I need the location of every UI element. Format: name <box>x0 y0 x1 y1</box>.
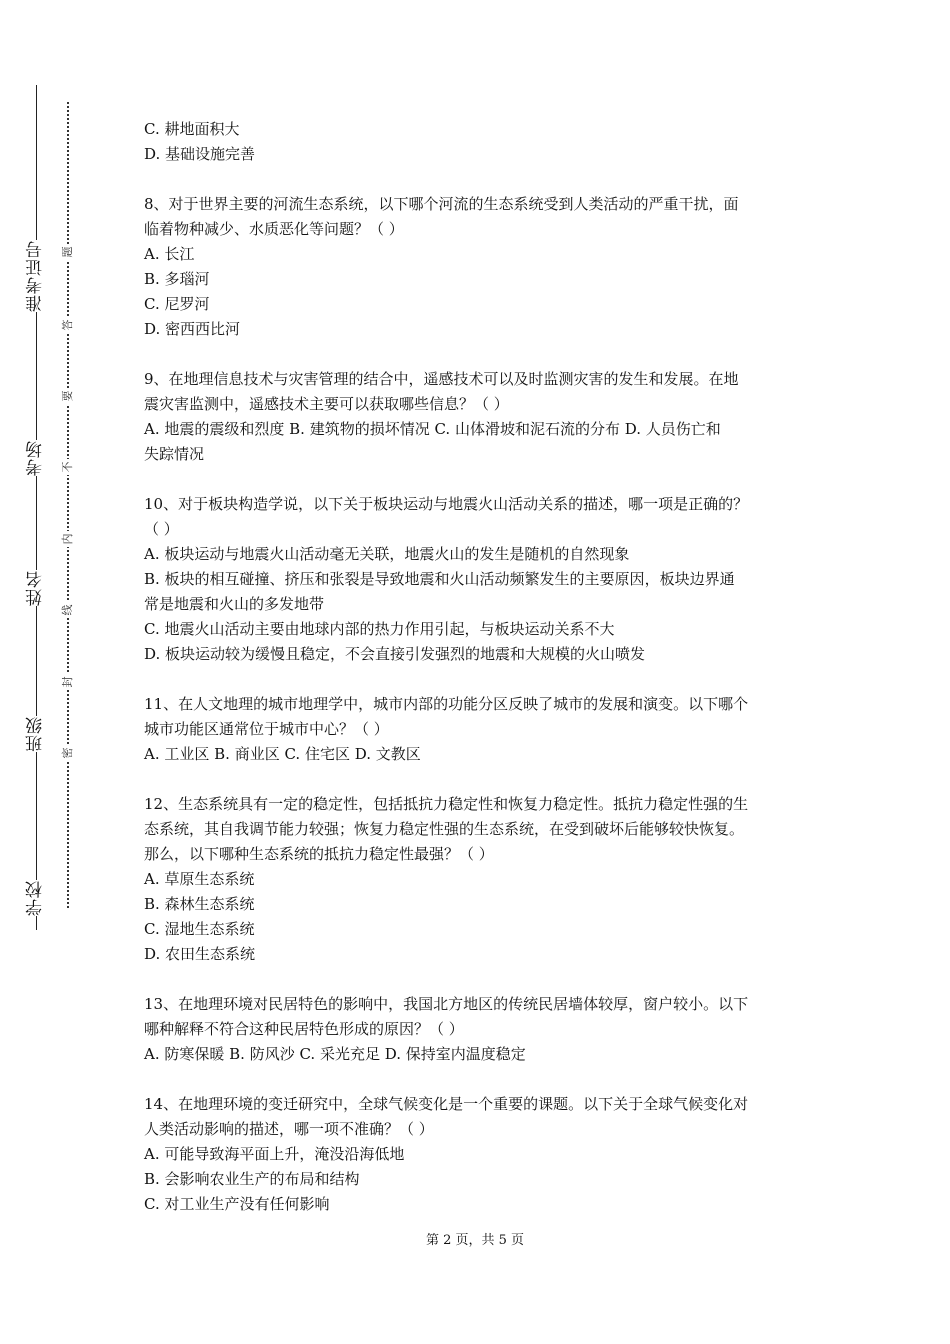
seal-char: 题 <box>61 244 75 260</box>
text-line: B. 板块的相互碰撞、挤压和张裂是导致地震和火山活动频繁发生的主要原因，板块边界通 <box>144 570 735 588</box>
text-line: A. 板块运动与地震火山活动毫无关联，地震火山的发生是随机的自然现象 <box>144 545 630 563</box>
text-line: 失踪情况 <box>144 445 205 463</box>
text-line: 11、在人文地理的城市地理学中，城市内部的功能分区反映了城市的发展和演变。以下哪个 <box>144 695 749 713</box>
text-line: B. 森林生态系统 <box>144 895 255 913</box>
text-line: D. 板块运动较为缓慢且稳定，不会直接引发强烈的地震和大规模的火山喷发 <box>144 645 646 663</box>
text-line: 哪种解释不符合这种民居特色形成的原因？（ ） <box>144 1020 464 1038</box>
school-label: 学校 <box>22 880 50 916</box>
class-label: 班级 <box>22 716 50 752</box>
text-line: 13、在地理环境对民居特色的影响中，我国北方地区的传统民居墙体较厚，窗户较小。以下 <box>144 995 749 1013</box>
spacer <box>144 167 814 192</box>
text-line: 人类活动影响的描述，哪一项不准确？（ ） <box>144 1120 434 1138</box>
seal-char: 线 <box>61 602 75 618</box>
text-line: 态系统，其自我调节能力较强；恢复力稳定性强的生态系统，在受到破坏后能够较快恢复。 <box>144 820 745 838</box>
spacer <box>144 467 814 492</box>
text-line: A. 工业区 B. 商业区 C. 住宅区 D. 文教区 <box>144 745 421 763</box>
text-line: 城市功能区通常位于城市中心？（ ） <box>144 720 389 738</box>
seal-char: 要 <box>61 388 75 404</box>
binding-margin <box>0 0 120 1344</box>
text-line: 14、在地理环境的变迁研究中，全球气候变化是一个重要的课题。以下关于全球气候变化对 <box>144 1095 749 1113</box>
spacer <box>144 342 814 367</box>
spacer <box>144 667 814 692</box>
seal-char: 密 <box>61 745 75 761</box>
spacer <box>144 767 814 792</box>
student-name-label: 姓名 <box>22 570 50 606</box>
binding-solid-line <box>36 85 37 930</box>
text-line: A. 防寒保暖 B. 防风沙 C. 采光充足 D. 保持室内温度稳定 <box>144 1045 526 1063</box>
seal-char: 答 <box>61 317 75 333</box>
text-line: A. 草原生态系统 <box>144 870 255 888</box>
text-line: 震灾害监测中，遥感技术主要可以获取哪些信息？（ ） <box>144 395 509 413</box>
text-line: 12、生态系统具有一定的稳定性，包括抵抗力稳定性和恢复力稳定性。抵抗力稳定性强的生 <box>144 795 749 813</box>
text-line: B. 多瑙河 <box>144 270 210 288</box>
page-footer: 第 2 页，共 5 页 <box>425 1233 525 1248</box>
text-line: D. 密西西比河 <box>144 320 241 338</box>
text-line: A. 长江 <box>144 245 195 263</box>
seal-char: 不 <box>61 459 75 475</box>
text-line: C. 尼罗河 <box>144 295 210 313</box>
text-line: 8、对于世界主要的河流生态系统，以下哪个河流的生态系统受到人类活动的严重干扰，面 <box>144 195 739 213</box>
question-content <box>144 117 814 1217</box>
text-line: 临着物种减少、水质恶化等问题？（ ） <box>144 220 404 238</box>
text-line: D. 农田生态系统 <box>144 945 256 963</box>
text-line: 10、对于板块构造学说，以下关于板块运动与地震火山活动关系的描述，哪一项是正确的？ <box>144 495 749 513</box>
text-line: （ ） <box>144 520 179 538</box>
text-line: A. 可能导致海平面上升，淹没沿海低地 <box>144 1145 405 1163</box>
spacer <box>144 1067 814 1092</box>
seal-char: 内 <box>61 531 75 547</box>
text-line: B. 会影响农业生产的布局和结构 <box>144 1170 360 1188</box>
spacer <box>144 967 814 992</box>
text-line: D. 基础设施完善 <box>144 145 256 163</box>
text-line: 那么，以下哪种生态系统的抵抗力稳定性最强？（ ） <box>144 845 494 863</box>
seal-dotted-line <box>67 102 69 908</box>
exam-number-label: 准考证号 <box>22 240 50 312</box>
text-line: 常是地震和火山的多发地带 <box>144 595 325 613</box>
text-line: C. 对工业生产没有任何影响 <box>144 1195 330 1213</box>
text-line: C. 湿地生态系统 <box>144 920 255 938</box>
text-line: 9、在地理信息技术与灾害管理的结合中，遥感技术可以及时监测灾害的发生和发展。在地 <box>144 370 739 388</box>
text-line: C. 地震火山活动主要由地球内部的热力作用引起，与板块运动关系不大 <box>144 620 615 638</box>
text-line: C. 耕地面积大 <box>144 120 240 138</box>
text-line: A. 地震的震级和烈度 B. 建筑物的损坏情况 C. 山体滑坡和泥石流的分布 D. 人员伤亡和 <box>144 420 721 438</box>
seal-char: 封 <box>61 674 75 690</box>
exam-room-label: 考场 <box>22 440 50 476</box>
